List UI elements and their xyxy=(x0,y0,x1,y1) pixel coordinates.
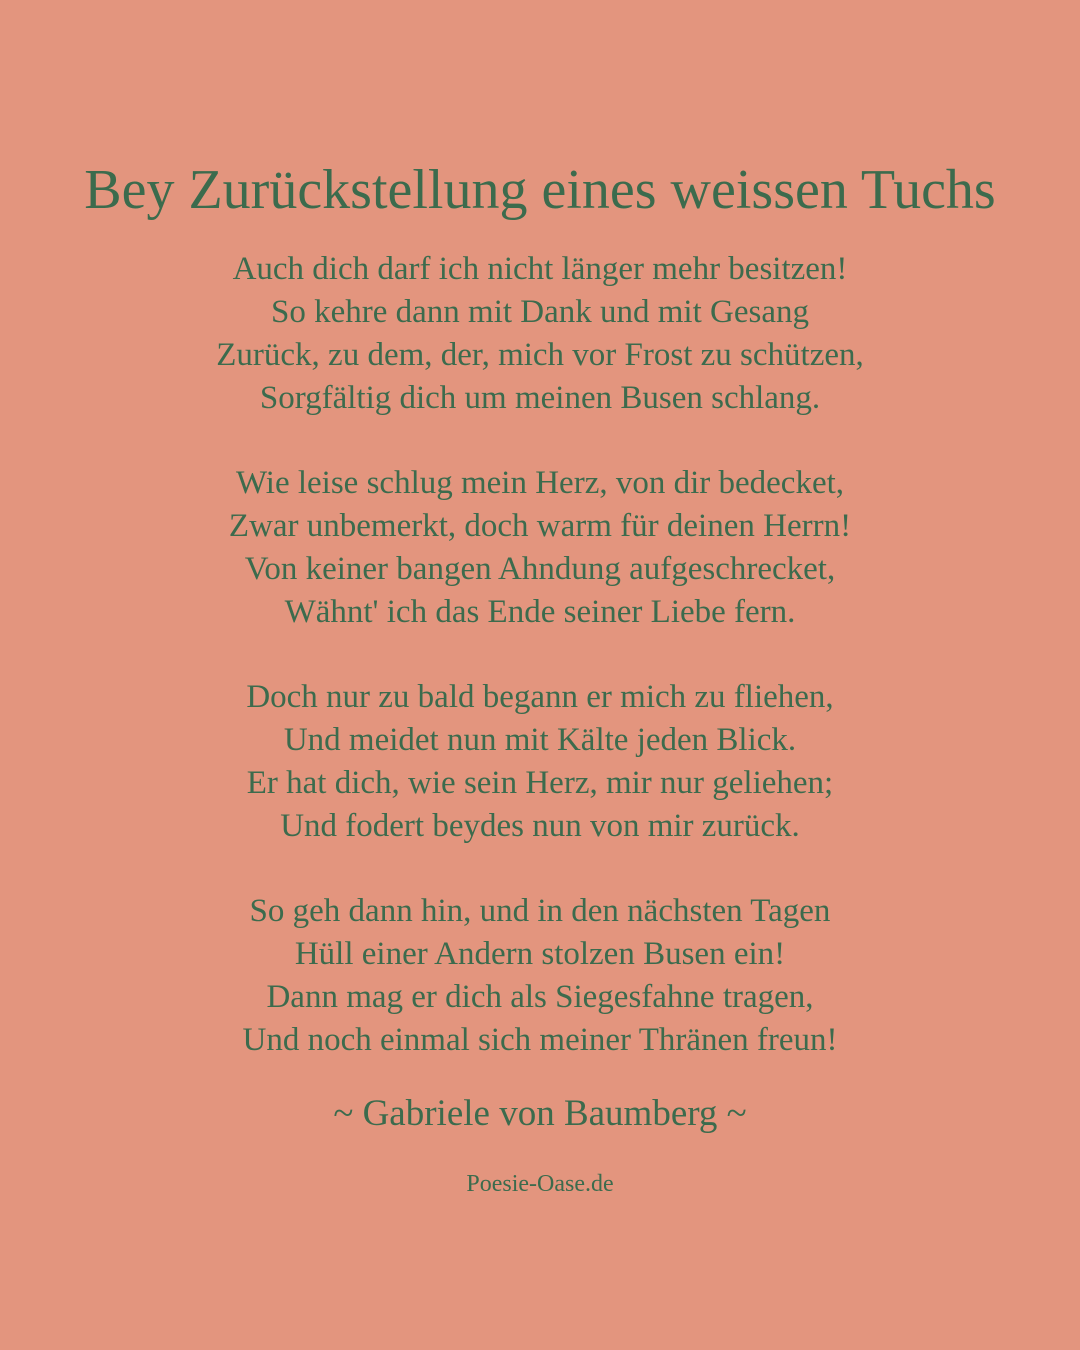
poem-line: Zurück, zu dem, der, mich vor Frost zu schützen, xyxy=(216,337,864,373)
poem-line: Und fodert beydes nun von mir zurück. xyxy=(280,808,800,844)
stanza-3 xyxy=(0,676,1080,848)
poem-line: Und meidet nun mit Kälte jeden Blick. xyxy=(283,722,797,758)
poem-line: Wähnt' ich das Ende seiner Liebe fern. xyxy=(284,594,796,630)
poem-line: Auch dich darf ich nicht länger mehr besitzen! xyxy=(232,251,848,287)
poem-line: Dann mag er dich als Siegesfahne tragen, xyxy=(266,979,814,1015)
poem-line: Und noch einmal sich meiner Thränen freun! xyxy=(242,1022,838,1058)
poem-line: So kehre dann mit Dank und mit Gesang xyxy=(271,294,809,330)
source-credit: Poesie-Oase.de xyxy=(466,1171,614,1197)
stanza-2 xyxy=(0,462,1080,634)
author-signature: ~ Gabriele von Baumberg ~ xyxy=(333,1093,747,1134)
poem-line: Zwar unbemerkt, doch warm für deinen Herrn! xyxy=(228,508,852,544)
poem-line: Wie leise schlug mein Herz, von dir bedecket, xyxy=(235,465,845,501)
stanza-4 xyxy=(0,890,1080,1062)
poem-line: Er hat dich, wie sein Herz, mir nur geliehen; xyxy=(246,765,834,801)
poem-body xyxy=(0,248,1080,1104)
poem-line: Von keiner bangen Ahndung aufgeschrecket, xyxy=(244,551,836,587)
poem-title: Bey Zurückstellung eines weissen Tuchs xyxy=(84,159,996,221)
poem-line: So geh dann hin, und in den nächsten Tagen xyxy=(249,893,831,929)
poem-line: Sorgfältig dich um meinen Busen schlang. xyxy=(259,380,821,416)
stanza-1 xyxy=(0,248,1080,420)
poem-line: Doch nur zu bald begann er mich zu fliehen, xyxy=(246,679,834,715)
poem-line: Hüll einer Andern stolzen Busen ein! xyxy=(294,936,786,972)
